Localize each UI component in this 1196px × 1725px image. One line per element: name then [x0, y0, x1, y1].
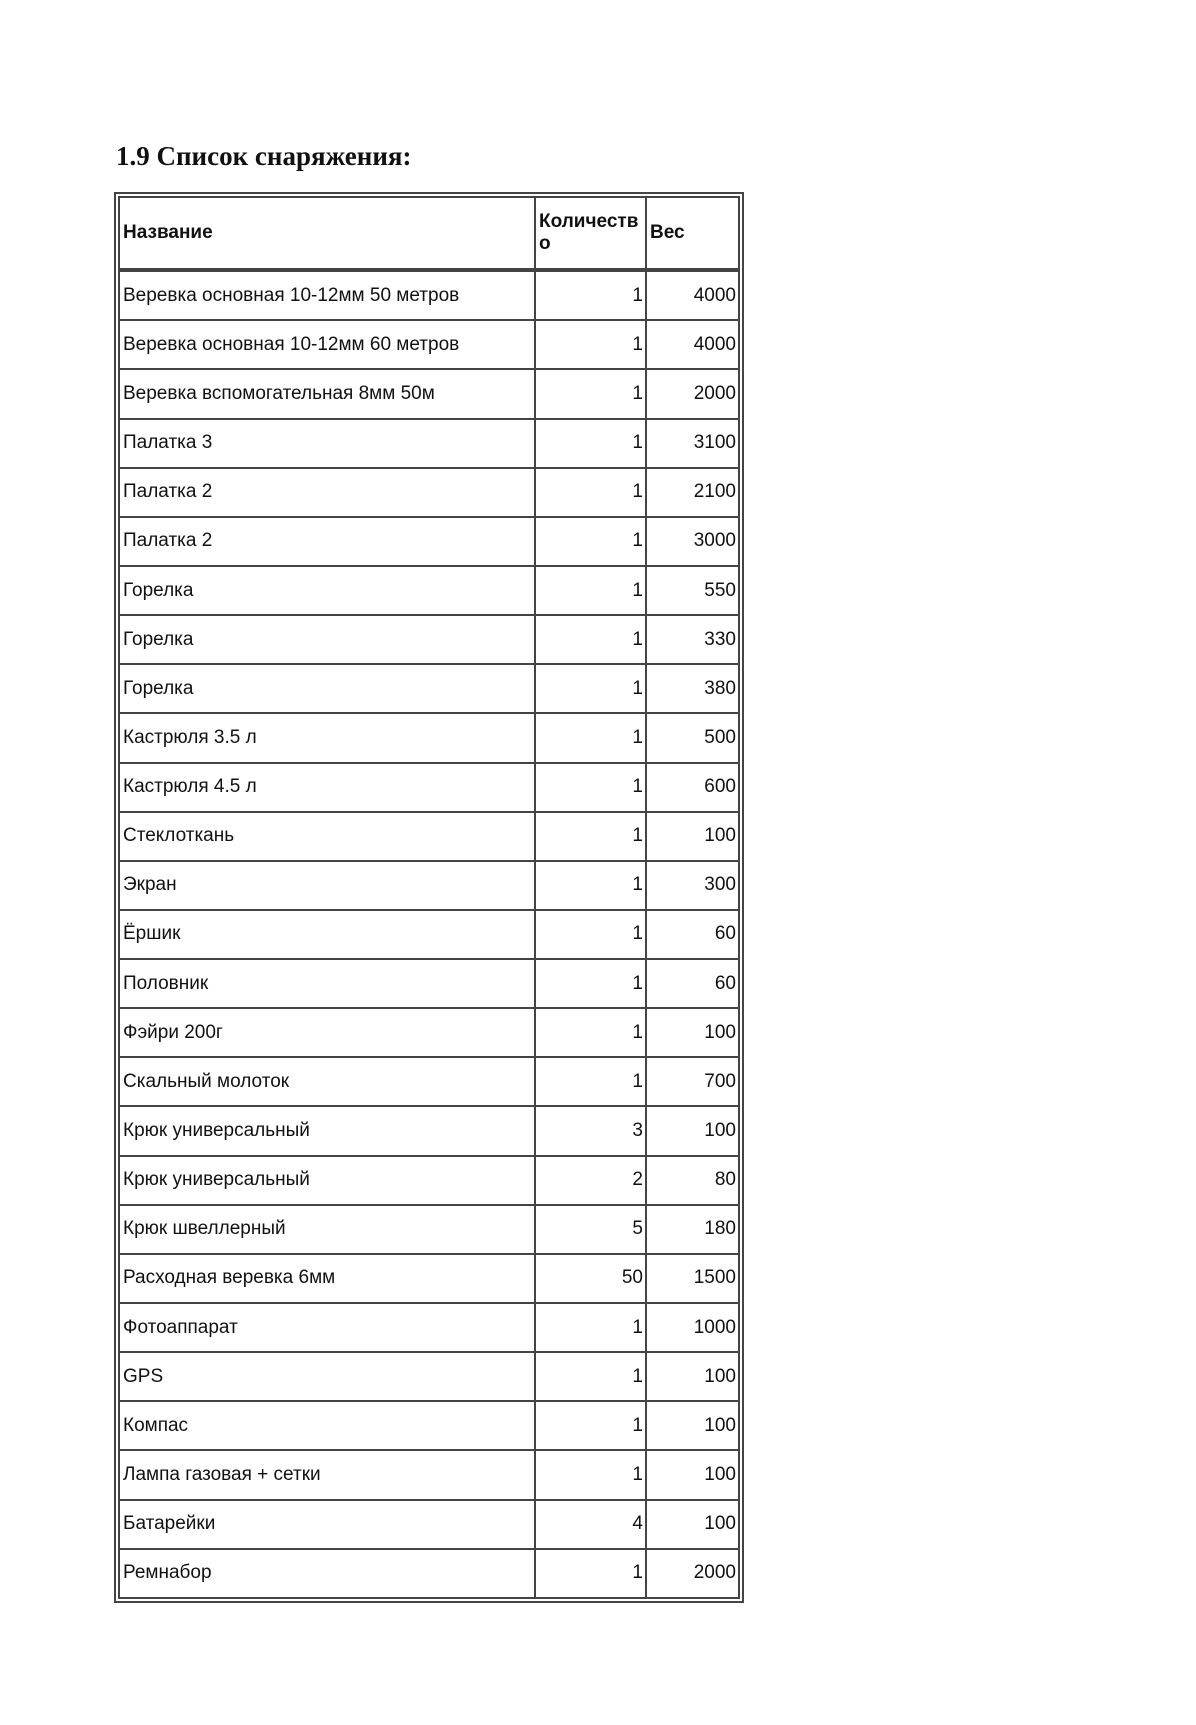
cell-weight: 60 — [647, 960, 740, 1009]
cell-name: Расходная веревка 6мм — [118, 1255, 536, 1304]
cell-name: Кастрюля 4.5 л — [118, 764, 536, 813]
cell-quantity: 50 — [536, 1255, 647, 1304]
cell-weight: 2100 — [647, 469, 740, 518]
cell-quantity: 1 — [536, 567, 647, 616]
table-row — [118, 370, 740, 419]
cell-name: Фотоаппарат — [118, 1304, 536, 1353]
cell-quantity: 1 — [536, 321, 647, 370]
table-row — [118, 616, 740, 665]
cell-weight: 700 — [647, 1058, 740, 1107]
cell-weight: 2000 — [647, 370, 740, 419]
table-row — [118, 1353, 740, 1402]
table-row — [118, 1107, 740, 1156]
table-row — [118, 862, 740, 911]
cell-name: Палатка 2 — [118, 469, 536, 518]
cell-weight: 100 — [647, 1402, 740, 1451]
table-row — [118, 813, 740, 862]
cell-quantity: 1 — [536, 813, 647, 862]
cell-name: Скальный молоток — [118, 1058, 536, 1107]
cell-name: Палатка 3 — [118, 420, 536, 469]
table-row — [118, 960, 740, 1009]
page-title: 1.9 Список снаряжения: — [116, 141, 412, 171]
table-row — [118, 1550, 740, 1599]
cell-name: Половник — [118, 960, 536, 1009]
cell-quantity: 1 — [536, 1353, 647, 1402]
cell-weight: 3100 — [647, 420, 740, 469]
equipment-table — [118, 196, 740, 1599]
table-row — [118, 1304, 740, 1353]
cell-quantity: 1 — [536, 1451, 647, 1500]
table-row — [118, 1255, 740, 1304]
cell-quantity: 1 — [536, 1058, 647, 1107]
cell-name: Батарейки — [118, 1501, 536, 1550]
table-row — [118, 469, 740, 518]
cell-weight: 100 — [647, 813, 740, 862]
cell-name: Веревка основная 10-12мм 60 метров — [118, 321, 536, 370]
cell-quantity: 1 — [536, 420, 647, 469]
cell-quantity: 1 — [536, 469, 647, 518]
cell-weight: 2000 — [647, 1550, 740, 1599]
cell-name: Кастрюля 3.5 л — [118, 714, 536, 763]
table-row — [118, 1451, 740, 1500]
cell-quantity: 1 — [536, 764, 647, 813]
table-header-row — [118, 196, 740, 270]
cell-name: Веревка основная 10-12мм 50 метров — [118, 270, 536, 321]
cell-quantity: 1 — [536, 1550, 647, 1599]
cell-name: Крюк универсальный — [118, 1157, 536, 1206]
table-row — [118, 1501, 740, 1550]
cell-quantity: 1 — [536, 518, 647, 567]
cell-quantity: 3 — [536, 1107, 647, 1156]
cell-quantity: 1 — [536, 1304, 647, 1353]
cell-name: GPS — [118, 1353, 536, 1402]
cell-name: Горелка — [118, 616, 536, 665]
cell-name: Стеклоткань — [118, 813, 536, 862]
cell-weight: 4000 — [647, 270, 740, 321]
cell-weight: 550 — [647, 567, 740, 616]
cell-weight: 100 — [647, 1009, 740, 1058]
cell-weight: 180 — [647, 1206, 740, 1255]
table-row — [118, 1402, 740, 1451]
cell-quantity: 2 — [536, 1157, 647, 1206]
cell-quantity: 1 — [536, 1009, 647, 1058]
cell-weight: 60 — [647, 911, 740, 960]
cell-quantity: 5 — [536, 1206, 647, 1255]
table-row — [118, 321, 740, 370]
cell-name: Ёршик — [118, 911, 536, 960]
equipment-table-frame — [114, 192, 744, 1603]
header-weight: Вес — [647, 196, 740, 270]
cell-weight: 100 — [647, 1353, 740, 1402]
cell-name: Компас — [118, 1402, 536, 1451]
table-row — [118, 1058, 740, 1107]
cell-name: Горелка — [118, 665, 536, 714]
table-row — [118, 1009, 740, 1058]
cell-quantity: 1 — [536, 1402, 647, 1451]
table-row — [118, 1206, 740, 1255]
cell-weight: 600 — [647, 764, 740, 813]
cell-weight: 100 — [647, 1451, 740, 1500]
table-row — [118, 420, 740, 469]
header-quantity: Количество — [536, 196, 647, 270]
table-row — [118, 518, 740, 567]
cell-quantity: 1 — [536, 960, 647, 1009]
cell-name: Веревка вспомогательная 8мм 50м — [118, 370, 536, 419]
cell-weight: 4000 — [647, 321, 740, 370]
cell-weight: 300 — [647, 862, 740, 911]
cell-weight: 100 — [647, 1107, 740, 1156]
cell-name: Ремнабор — [118, 1550, 536, 1599]
cell-weight: 330 — [647, 616, 740, 665]
cell-weight: 3000 — [647, 518, 740, 567]
cell-quantity: 1 — [536, 862, 647, 911]
table-row — [118, 911, 740, 960]
table-row — [118, 665, 740, 714]
cell-weight: 1000 — [647, 1304, 740, 1353]
cell-name: Лампа газовая + сетки — [118, 1451, 536, 1500]
cell-weight: 380 — [647, 665, 740, 714]
cell-quantity: 1 — [536, 911, 647, 960]
cell-weight: 80 — [647, 1157, 740, 1206]
cell-weight: 100 — [647, 1501, 740, 1550]
cell-weight: 1500 — [647, 1255, 740, 1304]
cell-weight: 500 — [647, 714, 740, 763]
cell-name: Горелка — [118, 567, 536, 616]
table-body — [118, 270, 740, 1599]
cell-name: Фэйри 200г — [118, 1009, 536, 1058]
cell-name: Экран — [118, 862, 536, 911]
table-row — [118, 714, 740, 763]
cell-quantity: 1 — [536, 665, 647, 714]
cell-quantity: 4 — [536, 1501, 647, 1550]
cell-quantity: 1 — [536, 270, 647, 321]
cell-name: Крюк швеллерный — [118, 1206, 536, 1255]
cell-quantity: 1 — [536, 616, 647, 665]
table-row — [118, 1157, 740, 1206]
cell-quantity: 1 — [536, 714, 647, 763]
table-row — [118, 270, 740, 321]
cell-name: Крюк универсальный — [118, 1107, 536, 1156]
header-name: Название — [118, 196, 536, 270]
table-row — [118, 764, 740, 813]
cell-quantity: 1 — [536, 370, 647, 419]
cell-name: Палатка 2 — [118, 518, 536, 567]
table-row — [118, 567, 740, 616]
